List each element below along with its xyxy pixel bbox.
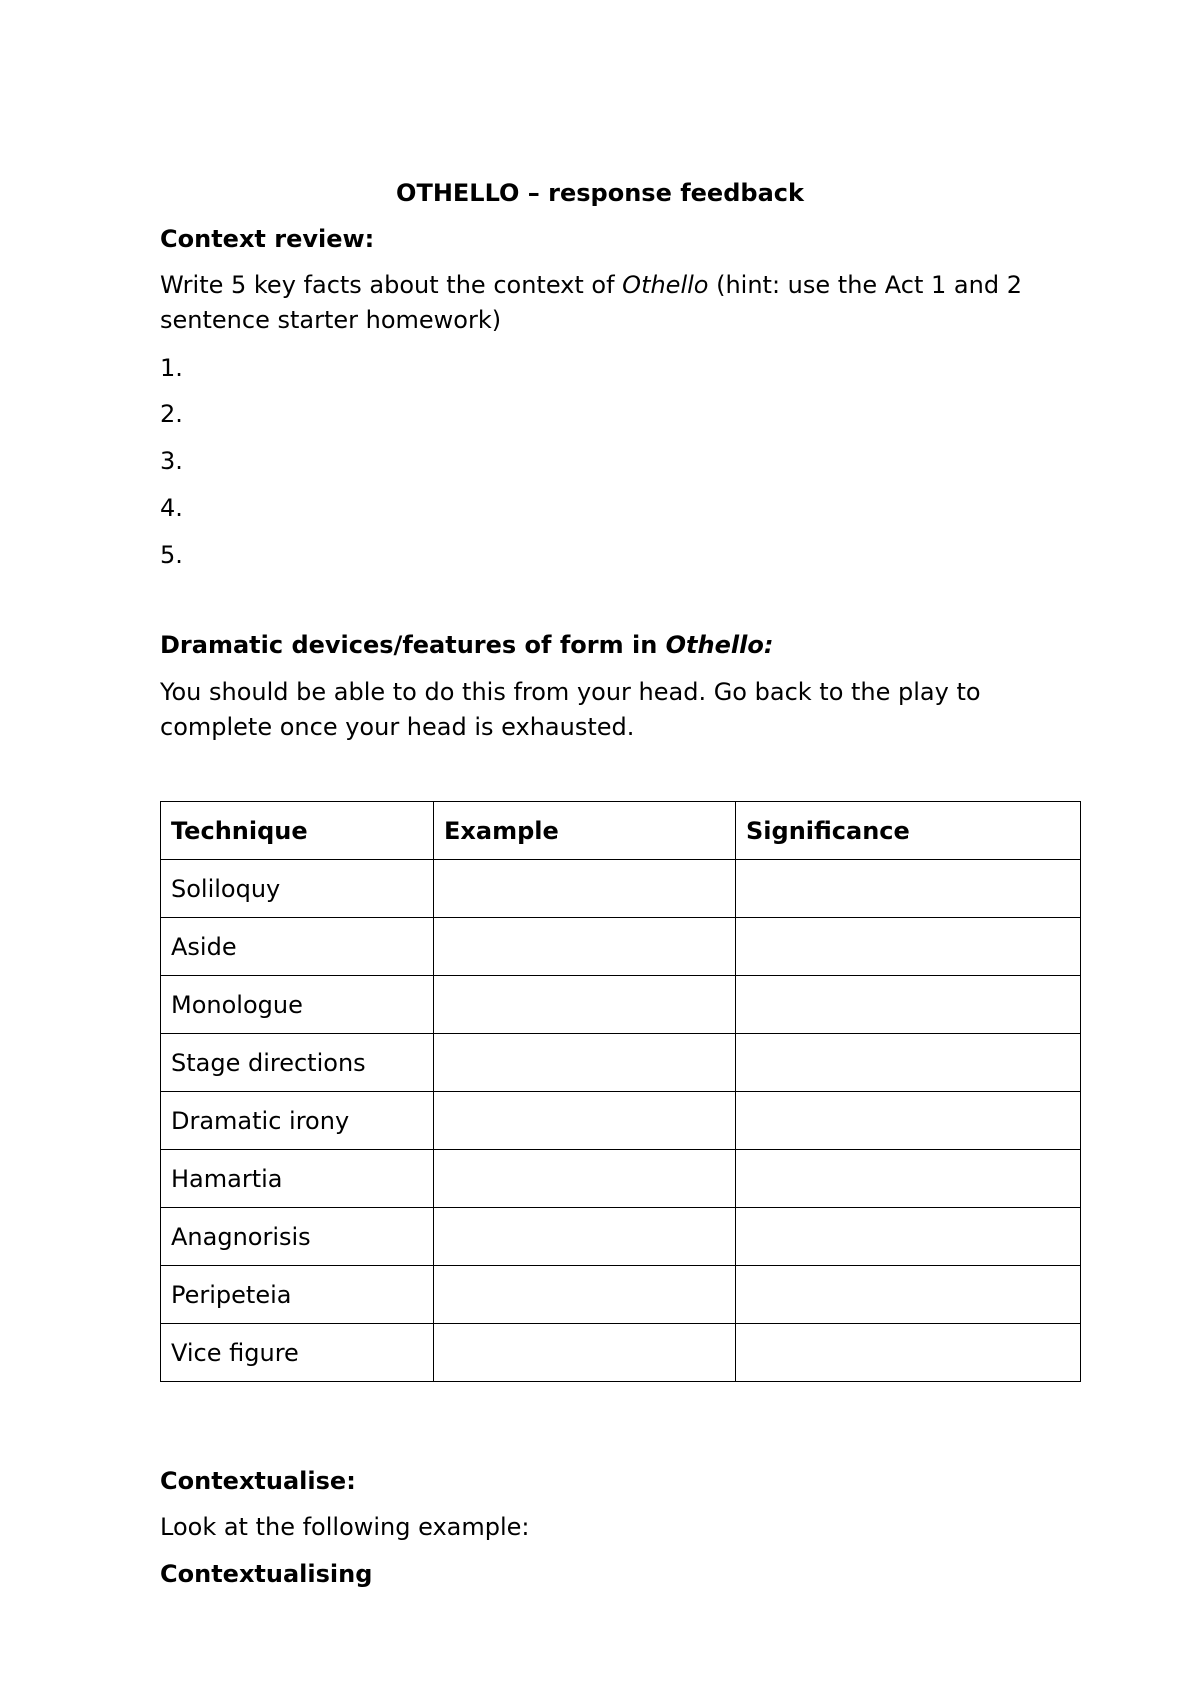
table-header-cell: Technique <box>161 802 434 860</box>
contextualising-subheading: Contextualising <box>160 1560 373 1588</box>
technique-cell: Vice figure <box>161 1324 434 1382</box>
table-header-cell: Significance <box>736 802 1081 860</box>
contextualise-instruction: Look at the following example: <box>160 1513 530 1541</box>
context-review-heading: Context review: <box>160 225 375 253</box>
table-header-cell: Example <box>434 802 736 860</box>
table-row <box>161 1034 1081 1092</box>
instruction-play-title: Othello <box>622 271 709 299</box>
context-review-instruction <box>160 268 1022 302</box>
table-row <box>161 860 1081 918</box>
dramatic-devices-heading <box>160 628 773 662</box>
technique-cell: Peripeteia <box>161 1266 434 1324</box>
instruction-text-end: (hint: use the Act 1 and 2 <box>708 271 1022 299</box>
table-row <box>161 1266 1081 1324</box>
example-cell[interactable] <box>434 1324 736 1382</box>
dramatic-devices-instruction-line2: complete once your head is exhausted. <box>160 713 635 741</box>
dramatic-devices-heading-text: Dramatic devices/features of form in <box>160 631 666 659</box>
significance-cell[interactable] <box>736 976 1081 1034</box>
significance-cell[interactable] <box>736 1034 1081 1092</box>
example-cell[interactable] <box>434 860 736 918</box>
list-item-number: 5. <box>160 541 183 569</box>
page-title: OTHELLO – response feedback <box>396 179 804 207</box>
significance-cell[interactable] <box>736 918 1081 976</box>
table-row <box>161 1208 1081 1266</box>
table-row <box>161 1324 1081 1382</box>
significance-cell[interactable] <box>736 860 1081 918</box>
list-item-number: 2. <box>160 400 183 428</box>
example-cell[interactable] <box>434 1034 736 1092</box>
list-item-number: 3. <box>160 447 183 475</box>
technique-cell: Stage directions <box>161 1034 434 1092</box>
context-review-instruction-line2: sentence starter homework) <box>160 306 502 334</box>
contextualise-heading: Contextualise: <box>160 1467 356 1495</box>
significance-cell[interactable] <box>736 1324 1081 1382</box>
technique-cell: Soliloquy <box>161 860 434 918</box>
technique-cell: Aside <box>161 918 434 976</box>
example-cell[interactable] <box>434 1150 736 1208</box>
significance-cell[interactable] <box>736 1092 1081 1150</box>
instruction-text-start: Write 5 key facts about the context of <box>160 271 623 299</box>
table-row <box>161 1092 1081 1150</box>
table-row <box>161 976 1081 1034</box>
technique-cell: Monologue <box>161 976 434 1034</box>
significance-cell[interactable] <box>736 1208 1081 1266</box>
technique-cell: Hamartia <box>161 1150 434 1208</box>
technique-cell: Dramatic irony <box>161 1092 434 1150</box>
example-cell[interactable] <box>434 1092 736 1150</box>
technique-cell: Anagnorisis <box>161 1208 434 1266</box>
table-row <box>161 1150 1081 1208</box>
significance-cell[interactable] <box>736 1266 1081 1324</box>
dramatic-devices-instruction-line1: You should be able to do this from your head. Go back to the play to <box>160 678 981 706</box>
list-item-number: 1. <box>160 354 183 382</box>
list-item-number: 4. <box>160 494 183 522</box>
example-cell[interactable] <box>434 976 736 1034</box>
example-cell[interactable] <box>434 918 736 976</box>
example-cell[interactable] <box>434 1208 736 1266</box>
devices-table-body <box>161 802 1081 1382</box>
dramatic-devices-heading-title: Othello: <box>665 631 774 659</box>
table-header-row <box>161 802 1081 860</box>
example-cell[interactable] <box>434 1266 736 1324</box>
table-row <box>161 918 1081 976</box>
devices-table <box>160 801 1081 1382</box>
significance-cell[interactable] <box>736 1150 1081 1208</box>
